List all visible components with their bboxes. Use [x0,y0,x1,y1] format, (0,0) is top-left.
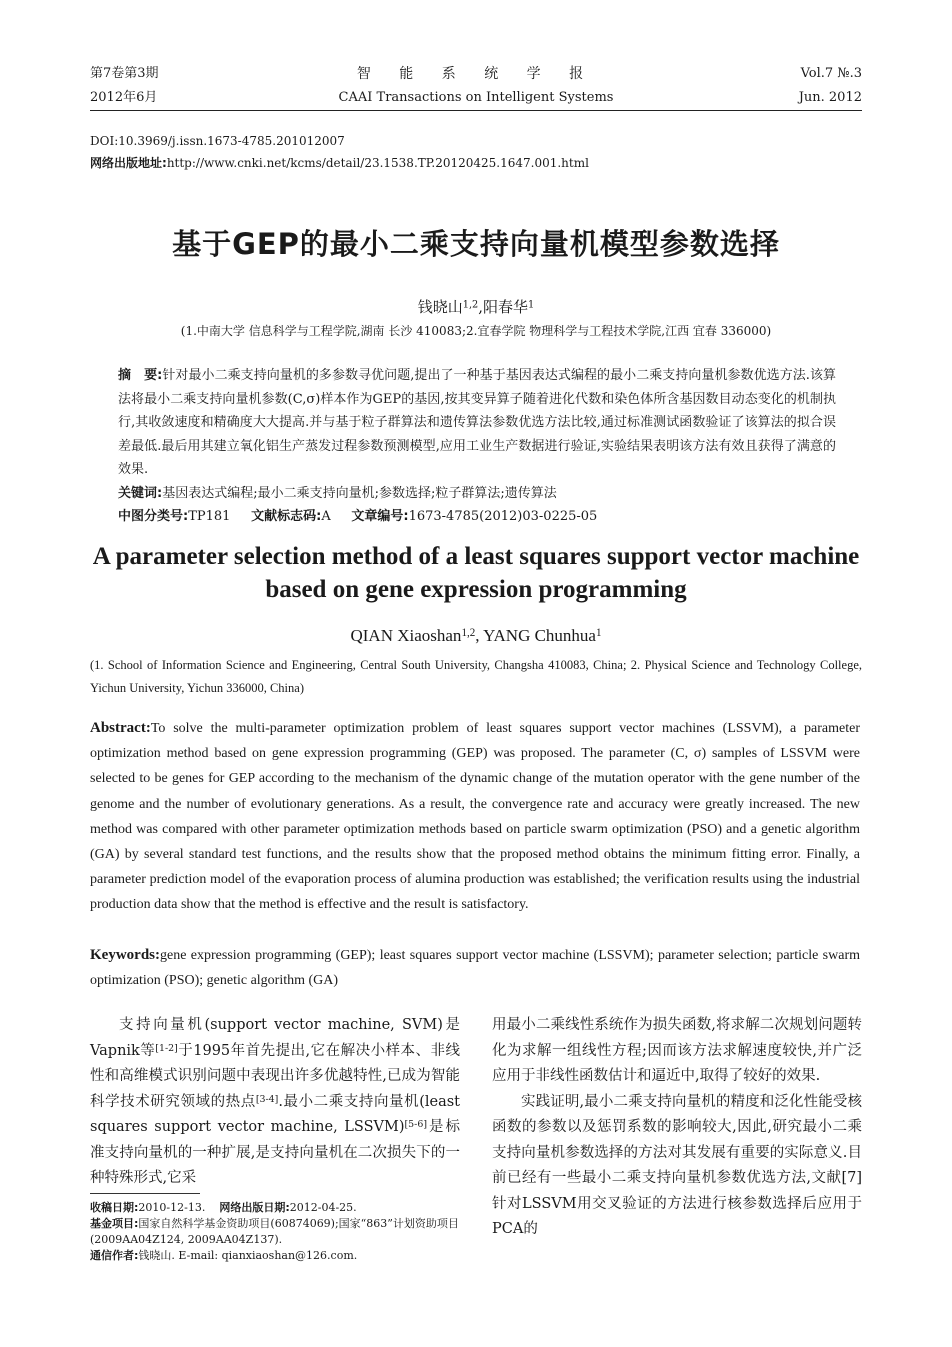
online-address-label: 网络出版地址: [90,156,167,170]
author-1-en-affiliation: 1,2 [461,627,476,640]
article-number-label: 文章编号: [351,509,409,524]
header-divider [90,110,862,111]
journal-name-cn: 智 能 系 统 学 报 [356,66,596,82]
footnote-divider [90,1193,200,1194]
footnote-dates [90,1200,465,1216]
affiliation-chinese: (1.中南大学 信息科学与工程学院,湖南 长沙 410083;2.宜春学院 物理科学与工程技术学院,江西 宜春 336000) [180,324,772,338]
author-2-affiliation: 1 [528,299,535,311]
article-number-value: 1673-4785(2012)03-0225-05 [408,509,598,524]
received-label: 收稿日期: [90,1201,139,1214]
title-english: A parameter selection method of a least squares support vector machine based on gene expression programming [92,543,860,603]
author-1-en: QIAN Xiaoshan [350,626,462,645]
author-2: 阳春华 [483,298,529,316]
abstract-cn-text: 针对最小二乘支持向量机的多参数寻优问题,提出了一种基于基因表达式编程的最小二乘支持向量机参数优选方法.该算法将最小二乘支持向量机参数(C,σ)样本作为GEP的基因,按其变异算子随着进化代数和染色体所含基因数目动态变化的机制执行,其收敛速度和精确度大大提高.并与基于粒子群算法和遗传算法参数优选方法比较,通过标准测试函数验证了该算法的拟合误差最低.最后用其建立氧化铝生产蒸发过程参数预测模型,应用工业生产数据进行验证,实验结果表明该方法有效且获得了满意的效果. [118,368,837,477]
footnote-correspondence [90,1248,465,1264]
funding-text: 国家自然科学基金资助项目(60874069);国家“863”计划资助项目(2009AA04Z124, 2009AA04Z137). [90,1217,459,1246]
citation-3-4[interactable]: [3-4] [255,1093,279,1105]
body-text: .最小二乘支持向量机(least squares support vector machine, LSSVM) [90,1093,460,1135]
body-text: 于1995年首先提出,它在解决小样本、非线性和高维模式识别问题中表现出许多优越特性,已成为智能科学技术研究领域的热点 [90,1042,460,1110]
affiliation-english: (1. School of Information Science and Engineering, Central South University, Changsha 410083, China; 2. Physical Science and Technology College, Yichun University, Yichun 336000, China) [90,658,862,695]
volume-issue-en: Vol.7 №.3 [800,66,862,81]
abstract-english [90,716,860,918]
abstract-en-label: Abstract: [90,720,151,736]
received-date: 2010-12-13. [138,1201,206,1214]
date-en: Jun. 2012 [798,90,862,105]
keywords-en-label: Keywords: [90,947,160,963]
intro-paragraph-1-cont: 用最小二乘线性系统作为损失函数,将求解二次规划问题转化为求解一组线性方程;因而该方法求解速度较快,并广泛应用于非线性函数估计和逼近中,取得了较好的效果. [492,1017,862,1084]
citation-5-6[interactable]: [5-6] [404,1118,428,1130]
keywords-english [90,943,860,993]
body-text: 是标准支持向量机的一种扩展,是支持向量机在二次损失下的一种特殊形式,它采 [90,1119,460,1186]
intro-paragraph-1 [90,1013,460,1192]
title-chinese: 基于GEP的最小二乘支持向量机模型参数选择 [172,227,780,261]
online-address [90,152,589,174]
keywords-en-text: gene expression programming (GEP); least squares support vector machine (LSSVM); parameter selection; particle swarm optimization (PSO); genetic algorithm (GA) [90,948,860,988]
authors-english [0,626,952,646]
author-1-affiliation: 1,2 [462,299,479,311]
keywords-cn-label: 关键词: [118,485,163,501]
footnote-funding [90,1216,465,1248]
body-text: 支持向量机(support vector machine, SVM)是Vapnik等 [90,1017,460,1059]
classification-line [118,505,836,529]
correspondence-label: 通信作者: [90,1249,139,1262]
abstract-chinese [118,364,836,529]
body-column-left [90,1013,460,1192]
date-cn: 2012年6月 [90,90,158,105]
abstract-cn-label: 摘 要: [118,368,163,383]
header-center [90,62,862,110]
class-number-label: 中图分类号: [118,509,189,524]
author-1: 钱晓山 [417,298,463,316]
author-separator: , [478,298,484,316]
citation-1-2[interactable]: [1-2] [155,1042,178,1054]
running-header [90,62,862,112]
keywords-cn [118,482,836,506]
header-right [799,62,862,110]
journal-name-en: CAAI Transactions on Intelligent Systems [338,90,614,105]
doc-code-value: A [321,509,331,524]
body-column-right [492,1013,862,1243]
author-2-en: YANG Chunhua [483,626,596,645]
footnote [90,1200,465,1264]
author-en-separator: , [475,626,484,645]
doc-code-label: 文献标志码: [251,509,322,524]
volume-issue-cn: 第7卷第3期 [90,66,159,81]
abstract-en-text: To solve the multi-parameter optimization problem of least squares support vector machines (LSSVM), a parameter optimization method based on gene expression programming (GEP) was proposed. The parameter (C, σ) samples of LSSVM were selected to be genes for GEP according to the mechanism of the dynamic change of the mutation operator with the gene number of the genome and the number of evolutionary generations. As a result, the convergence rate and accuracy were greatly increased. The new method was compared with other parameter optimization methods based on particle swarm optimization (PSO) and a genetic algorithm (GA) by several standard test functions, and the results show that the proposed method obtains the minimum fitting error. Finally, a parameter prediction model of the evaporation process of alumina production was established; the verification results using the industrial production data show that the method is effective and the result is satisfactory. [90,721,860,913]
funding-label: 基金项目: [90,1217,139,1230]
author-2-en-affiliation: 1 [595,627,602,640]
correspondence-text: 钱晓山. E-mail: qianxiaoshan@126.com. [138,1249,358,1262]
authors-chinese [0,296,952,317]
online-date: 2012-04-25. [289,1201,357,1214]
online-address-link[interactable]: http://www.cnki.net/kcms/detail/23.1538.TP.20120425.1647.001.html [166,156,589,170]
class-number-value: TP181 [188,509,231,524]
article-meta [90,130,589,174]
abstract-cn-body [118,364,836,482]
online-date-label: 网络出版日期: [219,1201,290,1214]
doi: DOI:10.3969/j.issn.1673-4785.201012007 [90,134,345,148]
keywords-cn-text: 基因表达式编程;最小二乘支持向量机;参数选择;粒子群算法;遗传算法 [162,485,557,501]
intro-paragraph-2: 实践证明,最小二乘支持向量机的精度和泛化性能受核函数的参数以及惩罚系数的影响较大,因此,研究最小二乘支持向量机参数选择的方法对其发展有重要的实际意义.目前已经有一些最小二乘支持向量机参数优选方法,文献[7]针对LSSVM用交叉验证的方法进行核参数选择后应用于PCA的 [492,1093,862,1237]
